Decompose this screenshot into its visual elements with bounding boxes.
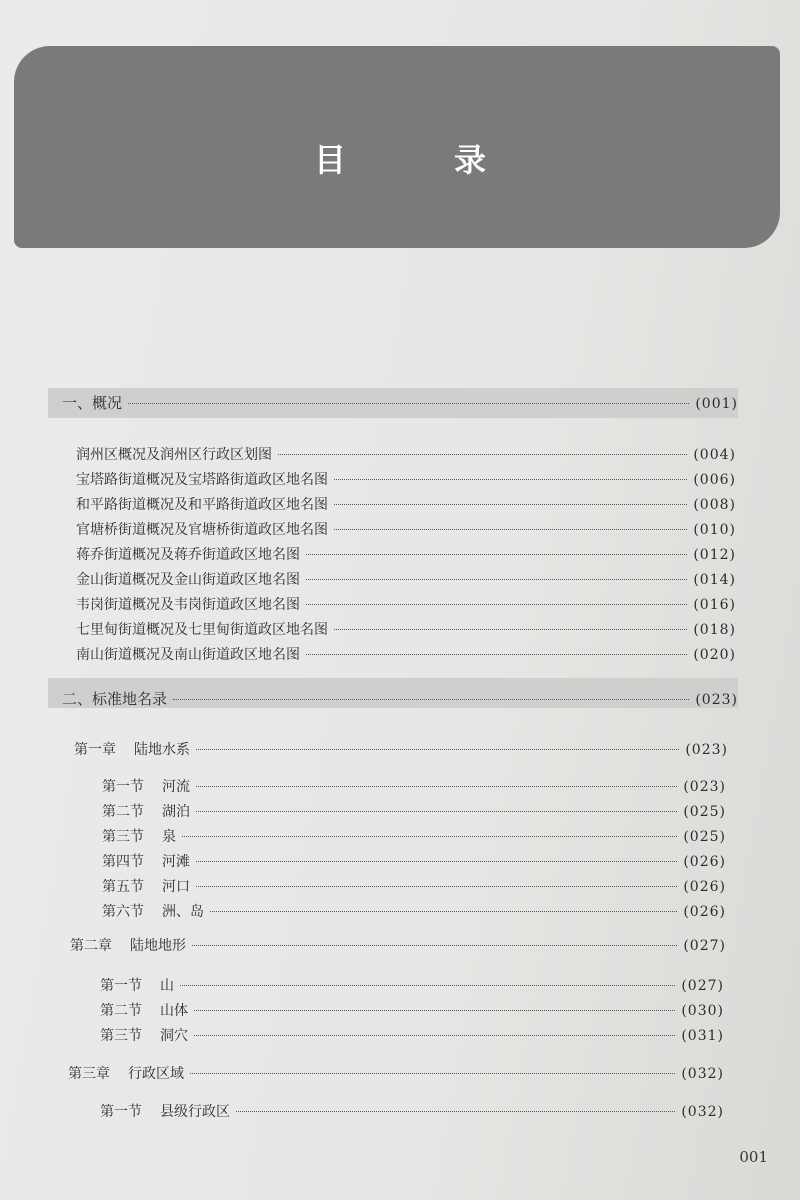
page-number: 001 [739,1148,768,1166]
subsection-name: 县级行政区 [160,1104,230,1120]
subsection-page: (025) [683,804,726,820]
chapter-number: 第二章 [70,938,112,954]
dot-leader [334,629,687,630]
page-title: 目 录 [313,141,524,179]
toc-chapter[interactable] [68,1063,724,1085]
subsection-name: 山体 [160,1003,188,1019]
chapter-name: 陆地地形 [130,938,186,954]
dot-leader [196,749,679,750]
subsection-name: 湖泊 [162,804,190,820]
toc-item[interactable] [76,519,736,541]
toc-item[interactable] [76,569,736,591]
subsection-page: (032) [681,1104,724,1120]
toc-item[interactable] [76,444,736,466]
item-label: 蒋乔街道概况及蒋乔街道政区地名图 [76,547,300,563]
dot-leader [196,811,677,812]
item-page: (018) [693,622,736,638]
subsection-name: 洲、岛 [162,904,204,920]
subsection-page: (031) [681,1028,724,1044]
toc-item[interactable] [76,544,736,566]
item-page: (004) [693,447,736,463]
toc-item[interactable] [76,644,736,666]
dot-leader [334,479,687,480]
chapter-page: (032) [681,1066,724,1082]
item-page: (016) [693,597,736,613]
subsection-name: 山 [160,978,174,994]
toc-item[interactable] [76,619,736,641]
chapter-number: 第三章 [68,1066,110,1082]
dot-leader [194,1010,675,1011]
toc-subsection[interactable] [100,1101,724,1123]
dot-leader [196,786,677,787]
item-label: 官塘桥街道概况及官塘桥街道政区地名图 [76,522,328,538]
item-page: (006) [693,472,736,488]
item-label: 韦岗街道概况及韦岗街道政区地名图 [76,597,300,613]
dot-leader [196,861,677,862]
chapter-label [70,935,186,957]
subsection-page: (026) [683,879,726,895]
item-page: (008) [693,497,736,513]
item-label: 金山街道概况及金山街道政区地名图 [76,572,300,588]
toc-chapter[interactable] [74,739,728,761]
item-label: 七里甸街道概况及七里甸街道政区地名图 [76,622,328,638]
subsection-page: (027) [681,978,724,994]
dot-leader [190,1073,675,1074]
item-label: 润州区概况及润州区行政区划图 [76,447,272,463]
dot-leader [192,945,677,946]
subsection-page: (026) [683,904,726,920]
dot-leader [180,985,675,986]
toc-subsection[interactable] [100,1000,724,1022]
chapter-name: 陆地水系 [134,742,190,758]
toc-item[interactable] [76,469,736,491]
subsection-name: 河流 [162,779,190,795]
toc-section-standard-names[interactable] [62,688,738,711]
item-page: (014) [693,572,736,588]
dot-leader [306,654,687,655]
dot-leader [334,529,687,530]
item-label: 南山街道概况及南山街道政区地名图 [76,647,300,663]
dot-leader [194,1035,675,1036]
subsection-number: 第二节 [100,1003,142,1019]
subsection-number: 第二节 [102,804,144,820]
section-label: 二、标准地名录 [62,690,168,708]
subsection-number: 第六节 [102,904,144,920]
dot-leader [128,403,689,404]
subsection-name: 河口 [162,879,190,895]
chapter-page: (027) [683,938,726,954]
subsection-page: (025) [683,829,726,845]
toc-subsection[interactable] [102,901,726,923]
toc-subsection[interactable] [102,876,726,898]
toc-section-overview[interactable] [62,392,738,415]
section-page: (001) [695,396,738,412]
subsection-page: (026) [683,854,726,870]
toc-subsection[interactable] [100,1025,724,1047]
subsection-name: 洞穴 [160,1028,188,1044]
subsection-number: 第五节 [102,879,144,895]
section-label: 一、概况 [62,394,123,412]
dot-leader [278,454,687,455]
dot-leader [236,1111,675,1112]
dot-leader [210,911,677,912]
chapter-number: 第一章 [74,742,116,758]
subsection-name: 河滩 [162,854,190,870]
chapter-name: 行政区域 [128,1066,184,1082]
chapter-page: (023) [685,742,728,758]
item-page: (020) [693,647,736,663]
item-label: 宝塔路街道概况及宝塔路街道政区地名图 [76,472,328,488]
dot-leader [306,604,687,605]
subsection-number: 第一节 [100,978,142,994]
toc-chapter[interactable] [70,935,726,957]
chapter-label [74,739,190,761]
toc-subsection[interactable] [100,975,724,997]
toc-subsection[interactable] [102,776,726,798]
subsection-number: 第四节 [102,854,144,870]
toc-item[interactable] [76,594,736,616]
toc-subsection[interactable] [102,826,726,848]
dot-leader [306,554,687,555]
item-page: (012) [693,547,736,563]
item-label: 和平路街道概况及和平路街道政区地名图 [76,497,328,513]
subsection-number: 第三节 [102,829,144,845]
dot-leader [306,579,687,580]
subsection-number: 第一节 [100,1104,142,1120]
toc-item[interactable] [76,494,736,516]
dot-leader [173,699,689,700]
item-page: (010) [693,522,736,538]
section-page: (023) [695,692,738,708]
dot-leader [182,836,677,837]
toc-subsection[interactable] [102,851,726,873]
toc-subsection[interactable] [102,801,726,823]
dot-leader [196,886,677,887]
subsection-page: (023) [683,779,726,795]
subsection-page: (030) [681,1003,724,1019]
chapter-label [68,1063,184,1085]
subsection-name: 泉 [162,829,176,845]
dot-leader [334,504,687,505]
subsection-number: 第一节 [102,779,144,795]
subsection-number: 第三节 [100,1028,142,1044]
